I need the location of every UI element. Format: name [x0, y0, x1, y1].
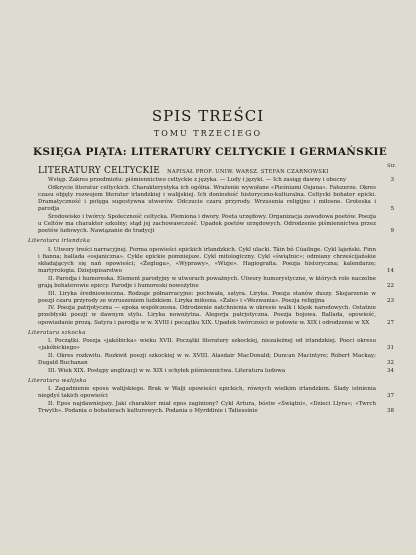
toc-entry [38, 305, 394, 326]
toc-entry-text: II. Parodja i humoreska. Element parodyjny w utworach poważnych. Utwory humorystyczne, w których role naczelne grają bohaterowie epiccy. Parodje i humoreski nowożytne [38, 275, 376, 289]
toc-entry [38, 385, 394, 400]
part-title: KSIĘGA PIĄTA: LITERATURY CELTYCKIE I GERMAŃSKIE [32, 146, 388, 158]
toc-entry-text: IV. Poezja patrjotyczna — epoka współczesna. Odrodzenie natchnienia w okresie walk i klęsk narodowych. Ostatnie przebłyski poezji w dawnym stylu. Liryka nowożytna. Alegorja patrjotyczna. Poezja bojowa. Ballada, opowieść, opowiadanie prozą. Satyra i parodja w w. XVIII i początku XIX. Upadek twórczości w połowie w. XIX i odrodzenie w XX [38, 305, 376, 326]
toc-entry-text: Środowisko i twórcy. Społeczność celtycka. Plemiona i dwory. Poeta urzędowy. Organizacja zawodowa poetów. Poezja u Celtów ma charakter szkolny; stąd jej zachowawczość. Upadek poetów urzędowych. Odrodzenie piśmiennictwa przez poetów ludowych. Nawiązanie do tradycji [38, 213, 376, 235]
toc-entry-text: Wstęp. Zakres przedmiotu: piśmiennictwo celtyckie z języka. — Ludy i języki. — Ich zasiąg dawny i obecny [48, 177, 347, 184]
toc-entry-page: 9 [390, 228, 394, 235]
toc-content [28, 166, 394, 416]
toc-entry-text: II. Epos najdawniejszy. Jaki charakter miał epos zaginiony? Cykl Artura, bóstw «Świątni», «Dzieci Llyra»; «Twrch Trwyth». Podania o bohaterach kulturowych. Podania o Myrddinie i Taliessinie [38, 400, 376, 414]
toc-entry-text: I. Utwory treści narracyjnej. Forma opowieści epickich irlandzkich. Cykl ulacki. Táin bó Cúailnge. Cykl lajeński. Finn i fianna; ballada «osjaniczna». Cykle epickie pomniejsze. Cykl mitologiczny. Cykl «świątnic»; odmiany chrześcijańskie składających się nań opowieści; «Żegluga», «Wyprawy», «Wizje». Hagiografia. Poezja historyczna; kalendarze; martyrologia. Dziejopisarstwo [38, 246, 376, 275]
page-subtitle: TOMU TRZECIEGO [153, 129, 263, 138]
toc-entry [38, 400, 394, 415]
toc-entry-page: 38 [387, 407, 394, 414]
toc-entry [38, 177, 394, 184]
toc-entry [38, 352, 394, 367]
toc-entry-text: III. Liryka średniowieczna. Rodzaje półnarracyjne: pochwała, satyra. Liryka. Poezja stanów duszy. Skojarzenie w poezji czaru przyrody ze wzruszeniem ludzkiem. Liryka miłosna. «Żale» i «Wezwania». Poezja religijna [38, 290, 376, 304]
subsection-heading-irish: Literatura irlandzka [28, 238, 91, 245]
toc-entry [38, 213, 394, 235]
subsection-heading-welsh: Literatura walijska [28, 377, 87, 384]
toc-entry-page: 3 [390, 177, 394, 184]
toc-entry-page: 27 [387, 319, 394, 326]
toc-entry-page: 32 [387, 359, 394, 366]
toc-entry-text: I. Początki. Poezja «jakóbicka» wieku XVII. Początki literatury szkockiej, niezależnej od irlandzkiej. Poeci okresu «jakóbickiego» [38, 337, 376, 352]
toc-entry [38, 184, 394, 214]
section-author: NAPISAŁ PROF. UNIW. WARSZ. STEFAN CZARNOWSKI [167, 169, 329, 175]
toc-entry-text: III. Wiek XIX. Postępy anglizacji w w. XIX i schyłek piśmiennictwa. Literatura ludowa [48, 367, 286, 374]
toc-entry-page: 14 [387, 268, 394, 275]
page-column-label: Str. [387, 163, 396, 169]
page-title: SPIS TREŚCI [151, 107, 265, 125]
toc-entry [38, 246, 394, 276]
toc-entry-text: Odkrycie literatur celtyckich. Charakterystyka ich ogólna. Wrażenie wywołane «Pieśniami Osjana». Fałszerze. Okres czasu objęty rozwojem literatur irlandzkiej i walijskiej. Ich doniosłość historyczno-kulturalna. Celtycki bohater epicki. Dramatyczność i potęga sugestywna utworów. Odczucie czaru przyrody. Wrzusenia religijne i miłosne. Groteska i parodja [38, 184, 376, 213]
toc-entry-page: 37 [387, 393, 394, 400]
toc-entry-page: 23 [387, 297, 394, 304]
toc-entry-page: 31 [387, 345, 394, 352]
toc-entry-text: I. Zagadnienie eposu walijskiego. Brak w Walji opowieści epickich, równych wielkim irlandzkim. Ślady istnienia niegdyś takich opowieści [38, 385, 376, 400]
toc-entry [38, 367, 394, 375]
toc-entry-page: 22 [387, 282, 394, 289]
toc-entry [38, 337, 394, 352]
subsection-heading-scottish: Literatura szkocka [28, 329, 86, 336]
toc-entry-page: 34 [387, 367, 394, 374]
toc-entry-text: II. Okres rozkwitu. Rozkwit poezji szkockiej w w. XVIII. Alasdair MacDonald; Duncan Macintyre; Robert Mackay; Dugald Buchanan [38, 352, 376, 366]
section-heading-celtic [38, 168, 386, 176]
toc-entry [38, 275, 394, 290]
toc-entry-page: 5 [390, 206, 394, 213]
toc-entry [38, 290, 394, 305]
section-heading-text: LITERATURY CELTYCKIE [38, 166, 160, 176]
